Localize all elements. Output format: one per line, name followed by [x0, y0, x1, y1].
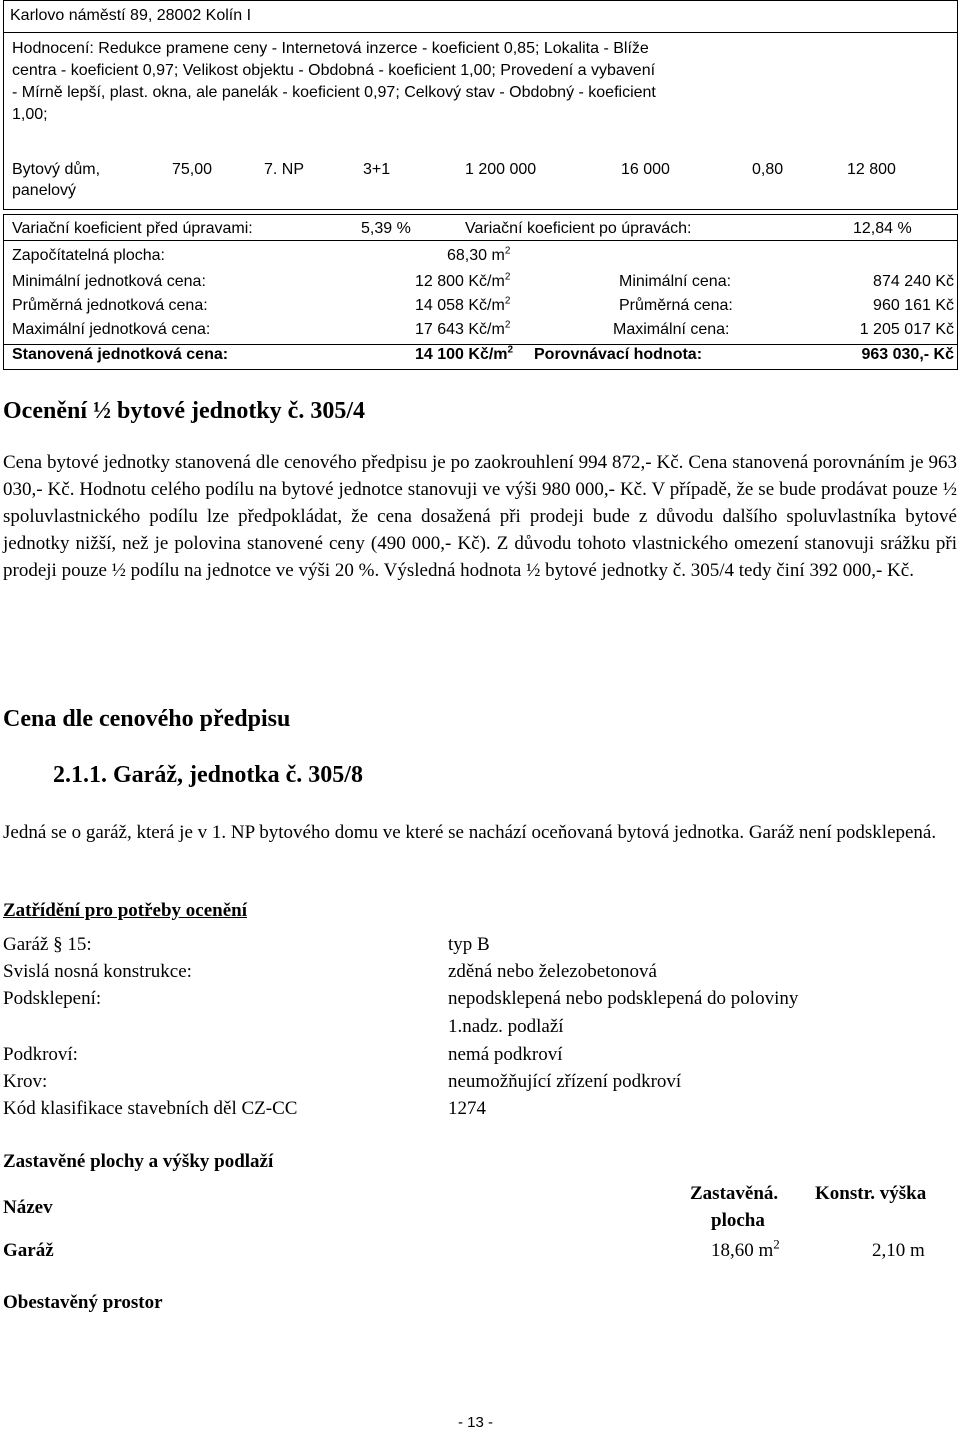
- comparable-coef: 0,80: [752, 161, 784, 178]
- max-unit-value: [415, 321, 510, 339]
- var-after-label: Variační koeficient po úpravách:: [465, 220, 692, 237]
- col-area-2: plocha: [711, 1210, 765, 1231]
- class-value: zděná nebo železobetonová: [448, 961, 657, 982]
- class-label: Podsklepení:: [3, 988, 102, 1009]
- rating-line: - Mírně lepší, plast. okna, ale panelák - koeficient 0,97; Celkový stav - Obdobný - koeficient: [12, 84, 656, 101]
- comparable-price: 1 200 000: [465, 161, 537, 178]
- max-unit-text: 17 643 Kč/m: [415, 321, 505, 338]
- min-unit-sup: 2: [504, 271, 511, 283]
- class-label: Garáž § 15:: [3, 934, 92, 955]
- cost-heading: Cena dle cenového předpisu: [3, 706, 291, 732]
- row-height: 2,10 m: [872, 1240, 925, 1261]
- comparable-type: Bytový dům,: [12, 161, 101, 178]
- rating-line: Hodnocení: Redukce pramene ceny - Internetová inzerce - koeficient 0,85; Lokalita - Blíže: [12, 40, 649, 57]
- min-unit-text: 12 800 Kč/m: [415, 273, 505, 290]
- section-heading: Ocenění ½ bytové jednotky č. 305/4: [3, 398, 365, 424]
- comparable-unit-price: 16 000: [621, 161, 670, 178]
- col-area: Zastavěná.: [690, 1183, 779, 1204]
- var-after-value: 12,84 %: [853, 220, 912, 237]
- class-value: typ B: [448, 934, 490, 955]
- final-unit-text: 14 100 Kč/m: [415, 346, 508, 363]
- avg-unit-value: [415, 297, 510, 315]
- class-value: nemá podkroví: [448, 1044, 563, 1065]
- min-price-label: Minimální cena:: [619, 273, 732, 290]
- max-unit-sup: 2: [504, 319, 511, 331]
- divider: [3, 344, 958, 345]
- class-label: Kód klasifikace stavebních děl CZ-CC: [3, 1098, 298, 1119]
- class-value: 1.nadz. podlaží: [448, 1016, 564, 1037]
- max-price-label: Maximální cena:: [613, 321, 730, 338]
- col-height: Konstr. výška: [815, 1183, 927, 1204]
- final-unit-value: [415, 346, 513, 364]
- class-label: Krov:: [3, 1071, 48, 1092]
- final-unit-sup: 2: [507, 344, 514, 356]
- max-price-value: 1 205 017 Kč: [859, 321, 954, 338]
- row-area-sup: 2: [773, 1236, 780, 1252]
- built-area-heading: Zastavěné plochy a výšky podlaží: [3, 1151, 274, 1172]
- enclosed-heading: Obestavěný prostor: [3, 1292, 163, 1313]
- row-name: Garáž: [3, 1240, 54, 1261]
- class-value: 1274: [448, 1098, 486, 1119]
- avg-unit-sup: 2: [504, 295, 511, 307]
- comparable-type-2: panelový: [12, 182, 77, 199]
- avg-price-label: Průměrná cena:: [619, 297, 733, 314]
- final-unit-label: Stanovená jednotková cena:: [12, 346, 229, 363]
- area-value-text: 68,30 m: [447, 247, 505, 264]
- min-unit-value: [415, 273, 510, 291]
- var-before-label: Variační koeficient před úpravami:: [12, 220, 253, 237]
- comparable-floor: 7. NP: [264, 161, 305, 178]
- comparable-area: 75,00: [172, 161, 213, 178]
- rating-line: 1,00;: [12, 106, 48, 123]
- comparable-adjusted: 12 800: [847, 161, 896, 178]
- rating-line: centra - koeficient 0,97; Velikost objektu - Obdobná - koeficient 1,00; Provedení a vybavení: [12, 62, 656, 79]
- min-unit-label: Minimální jednotková cena:: [12, 273, 206, 290]
- row-area-text: 18,60 m: [711, 1240, 774, 1261]
- divider: [3, 32, 958, 33]
- area-sup: 2: [504, 245, 511, 257]
- max-unit-label: Maximální jednotková cena:: [12, 321, 211, 338]
- min-price-value: 874 240 Kč: [873, 273, 954, 290]
- class-value: neumožňující zřízení podkroví: [448, 1071, 682, 1092]
- var-before-value: 5,39 %: [361, 220, 411, 237]
- garage-paragraph-wrap: [3, 819, 957, 846]
- final-value: 963 030,- Kč: [861, 346, 954, 363]
- class-value: nepodsklepená nebo podsklepená do poloviny: [448, 988, 799, 1009]
- avg-unit-label: Průměrná jednotková cena:: [12, 297, 208, 314]
- garage-subheading: 2.1.1. Garáž, jednotka č. 305/8: [53, 762, 363, 788]
- area-value: [447, 247, 510, 265]
- page-number: - 13 -: [458, 1414, 494, 1431]
- section-paragraph: Cena bytové jednotky stanovená dle cenového předpisu je po zaokrouhlení 994 872,- Kč. Cena stanovená porovnáním je 963 030,- Kč. Hodnotu celého podílu na bytové jednotce stanovuji ve výši 980 000,- Kč. V případě, že se bude prodávat pouze ½ spoluvlastnického podílu lze předpokládat, že cena dosažená při prodeji bude z důvodu dalšího spoluvlastníka bytové jednotky nižší, než je polovina stanovené ceny (490 000,- Kč). Z důvodu tohoto vlastnického omezení stanovuji srážku při prodeji pouze ½ podílu na jednotce ve výši 20 %. Výsledná hodnota ½ bytové jednotky č. 305/4 tedy činí 392 000,- Kč.: [3, 452, 957, 581]
- garage-paragraph: Jedná se o garáž, která je v 1. NP bytového domu ve které se nachází oceňovaná bytová jednotka. Garáž není podsklepená.: [3, 822, 937, 843]
- class-label: Podkroví:: [3, 1044, 78, 1065]
- section-paragraph-wrap: [3, 449, 957, 584]
- col-name: Název: [3, 1197, 53, 1218]
- class-label: Svislá nosná konstrukce:: [3, 961, 192, 982]
- avg-unit-text: 14 058 Kč/m: [415, 297, 505, 314]
- avg-price-value: 960 161 Kč: [873, 297, 954, 314]
- row-area: [711, 1236, 780, 1262]
- comparable-layout: 3+1: [363, 161, 391, 178]
- classification-heading: Zatřídění pro potřeby ocenění: [3, 900, 248, 921]
- comparable-address: Karlovo náměstí 89, 28002 Kolín I: [10, 7, 252, 24]
- area-label: Započítatelná plocha:: [12, 247, 165, 264]
- divider: [3, 240, 958, 241]
- final-value-label: Porovnávací hodnota:: [534, 346, 703, 363]
